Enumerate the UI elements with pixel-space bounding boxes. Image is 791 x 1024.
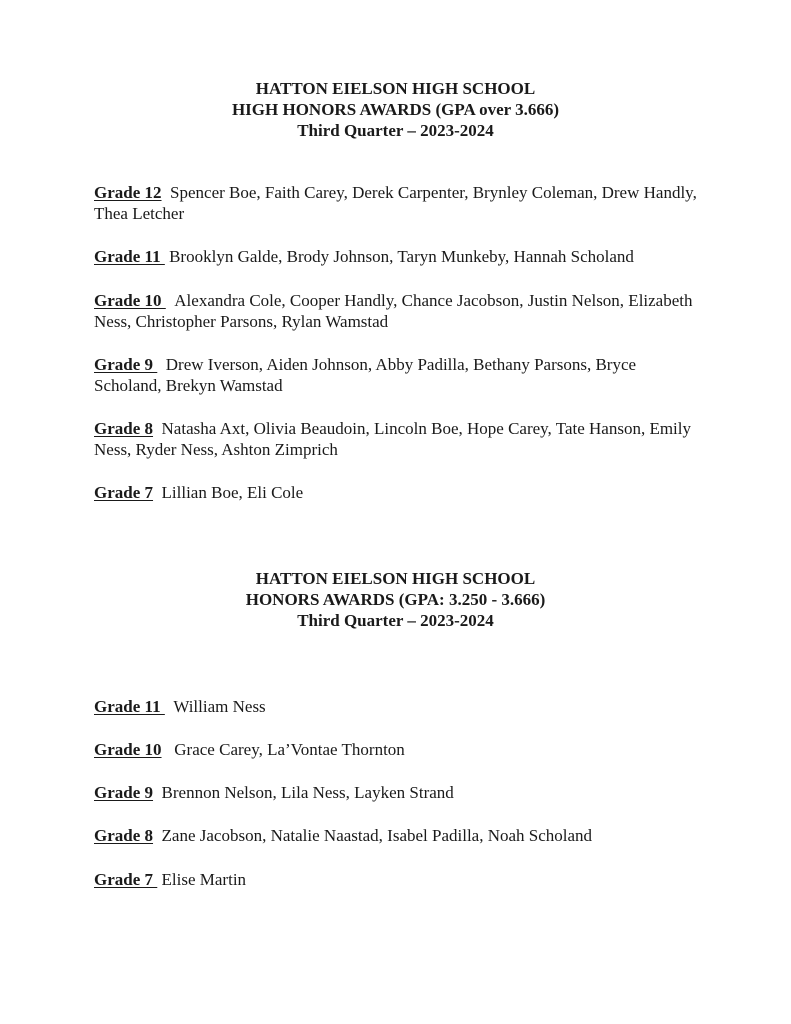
honors-title: HONORS AWARDS (GPA: 3.250 - 3.666) bbox=[245, 590, 546, 609]
high-honors-grade-9-entry bbox=[94, 354, 704, 396]
student-names: Grace Carey, La’Vontae Thornton bbox=[174, 740, 405, 759]
grade-label: Grade 8 bbox=[94, 826, 154, 845]
grade-label: Grade 11 bbox=[94, 247, 165, 266]
student-names: Lillian Boe, Eli Cole bbox=[161, 483, 304, 502]
student-names: Natasha Axt, Olivia Beaudoin, Lincoln Boe, Hope Carey, Tate Hanson, Emily Ness, Ryder Ness, Ashton Zimprich bbox=[94, 419, 692, 459]
student-names: Alexandra Cole, Cooper Handly, Chance Jacobson, Justin Nelson, Elizabeth Ness, Christopher Parsons, Rylan Wamstad bbox=[94, 291, 693, 331]
student-names: William Ness bbox=[173, 697, 266, 716]
grade-label: Grade 11 bbox=[94, 697, 165, 716]
student-names: Elise Martin bbox=[161, 870, 247, 889]
grade-label: Grade 9 bbox=[94, 783, 154, 802]
honors-grade-8-entry bbox=[94, 825, 704, 846]
high-honors-grade-7-entry bbox=[94, 482, 704, 503]
grade-label: Grade 12 bbox=[94, 183, 162, 202]
grade-label: Grade 9 bbox=[94, 355, 158, 374]
honors-term: Third Quarter – 2023-2024 bbox=[297, 611, 494, 630]
grade-label: Grade 10 bbox=[94, 740, 162, 759]
student-names: Brennon Nelson, Lila Ness, Layken Strand bbox=[161, 783, 454, 802]
grade-label: Grade 8 bbox=[94, 419, 154, 438]
student-names: Drew Iverson, Aiden Johnson, Abby Padilla, Bethany Parsons, Bryce Scholand, Brekyn Wamstad bbox=[94, 355, 637, 395]
high-honors-term: Third Quarter – 2023-2024 bbox=[297, 121, 494, 140]
honors-grade-11-entry bbox=[94, 696, 704, 717]
high-honors-title: HIGH HONORS AWARDS (GPA over 3.666) bbox=[231, 100, 560, 119]
grade-label: Grade 7 bbox=[94, 483, 154, 502]
honors-school-name: HATTON EIELSON HIGH SCHOOL bbox=[255, 569, 536, 588]
honors-grade-7-entry bbox=[94, 869, 704, 890]
high-honors-school-name: HATTON EIELSON HIGH SCHOOL bbox=[255, 79, 536, 98]
student-names: Zane Jacobson, Natalie Naastad, Isabel Padilla, Noah Scholand bbox=[161, 826, 593, 845]
high-honors-grade-12-entry bbox=[94, 182, 704, 224]
high-honors-grade-10-entry bbox=[94, 290, 704, 332]
honors-grade-9-entry bbox=[94, 782, 704, 803]
student-names: Spencer Boe, Faith Carey, Derek Carpenter, Brynley Coleman, Drew Handly, Thea Letcher bbox=[94, 183, 697, 223]
grade-label: Grade 10 bbox=[94, 291, 166, 310]
honors-grade-10-entry bbox=[94, 739, 704, 760]
high-honors-grade-8-entry bbox=[94, 418, 704, 460]
high-honors-header bbox=[0, 78, 791, 141]
honors-header bbox=[0, 568, 791, 631]
student-names: Brooklyn Galde, Brody Johnson, Taryn Munkeby, Hannah Scholand bbox=[169, 247, 634, 266]
grade-label: Grade 7 bbox=[94, 870, 158, 889]
high-honors-grade-11-entry bbox=[94, 246, 704, 267]
